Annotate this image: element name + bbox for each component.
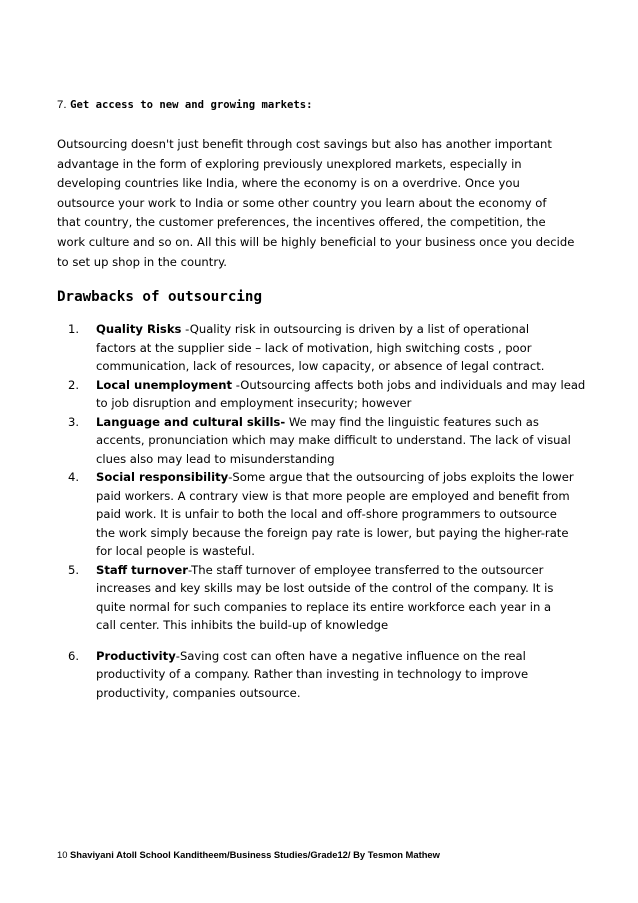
list-item-line: productivity, companies outsource. (96, 685, 301, 700)
section-7-heading (57, 96, 313, 113)
list-item-term: Staff turnover (96, 562, 189, 577)
list-item-line: paid work. It is unfair to both the local and off-shore programmers to outsource (96, 507, 557, 521)
list-item-line: for local people is wasteful. (96, 544, 255, 558)
drawbacks-list (68, 320, 598, 702)
paragraph-line: outsource your work to India or some other country you learn about the economy of (57, 195, 547, 210)
list-item-text: -Some argue that the outsourcing of jobs exploits the lower (228, 470, 574, 484)
outsourcing-paragraph (57, 135, 597, 272)
section-title: Get access to new and growing markets: (70, 99, 313, 111)
list-item (68, 647, 598, 703)
list-item-text: -Quality risk in outsourcing is driven by a list of operational (181, 322, 530, 336)
list-item-line: clues also may lead to misunderstanding (96, 451, 335, 466)
paragraph-line: work culture and so on. All this will be highly beneficial to your business once you decide (57, 234, 575, 249)
list-item-line: communication, lack of resources, low capacity, or absence of legal contract. (96, 359, 545, 373)
list-item-line: call center. This inhibits the build-up of knowledge (96, 618, 389, 632)
footer-text: Shaviyani Atoll School Kanditheem/Business Studies/Grade12/ By Tesmon Mathew (70, 849, 440, 860)
list-item-text: -Outsourcing affects both jobs and individuals and may lead (232, 377, 586, 392)
list-item-first-line (96, 647, 598, 666)
paragraph-line: to set up shop in the country. (57, 254, 227, 269)
section-number: 7. (57, 99, 67, 111)
list-marker: 5. (68, 562, 80, 577)
list-item (68, 561, 598, 635)
page-number: 10 (57, 849, 68, 860)
list-item-term: Local unemployment (96, 377, 233, 392)
list-item-line: increases and key skills may be lost outside of the control of the company. It is (96, 581, 554, 595)
list-item-line: quite normal for such companies to replace its entire workforce each year in a (96, 599, 552, 614)
list-item (68, 320, 598, 376)
paragraph-line: that country, the customer preferences, the incentives offered, the competition, the (57, 215, 546, 230)
drawbacks-heading: Drawbacks of outsourcing (57, 289, 262, 305)
list-item-first-line (96, 561, 598, 580)
list-item-term: Quality Risks (96, 322, 182, 336)
list-item-first-line (96, 468, 598, 487)
list-item-term: Language and cultural skills- (96, 414, 286, 429)
list-item-text: -Saving cost can often have a negative influence on the real (175, 648, 526, 663)
list-marker: 6. (68, 648, 80, 663)
page-footer (57, 849, 440, 861)
list-marker: 3. (68, 414, 80, 429)
list-item-line: factors at the supplier side – lack of motivation, high switching costs , poor (96, 340, 532, 355)
list-item (68, 468, 598, 561)
list-item-line: paid workers. A contrary view is that more people are employed and benefit from (96, 488, 570, 503)
list-item-first-line (96, 413, 598, 432)
list-item-first-line (96, 376, 598, 395)
list-item-term: Productivity (96, 648, 176, 663)
paragraph-line: Outsourcing doesn't just benefit through cost savings but also has another important (57, 137, 552, 151)
list-item-line: accents, pronunciation which may make difficult to understand. The lack of visual (96, 433, 571, 447)
list-item-text: We may find the linguistic features such as (285, 414, 539, 429)
list-item-line: the work simply because the foreign pay rate is lower, but paying the higher-rate (96, 525, 569, 540)
list-item (68, 413, 598, 469)
list-item-term: Social responsibility (96, 470, 229, 484)
paragraph-line: developing countries like India, where the economy is on a overdrive. Once you (57, 176, 520, 191)
list-marker: 2. (68, 377, 80, 392)
list-item (68, 376, 598, 413)
list-item-text: -The staff turnover of employee transferred to the outsourcer (188, 562, 544, 577)
list-item-first-line (96, 320, 598, 339)
list-marker: 1. (68, 322, 80, 336)
list-marker: 4. (68, 470, 80, 484)
list-item-line: to job disruption and employment insecurity; however (96, 396, 412, 410)
paragraph-line: advantage in the form of exploring previously unexplored markets, especially in (57, 156, 522, 171)
list-item-line: productivity of a company. Rather than investing in technology to improve (96, 667, 529, 681)
